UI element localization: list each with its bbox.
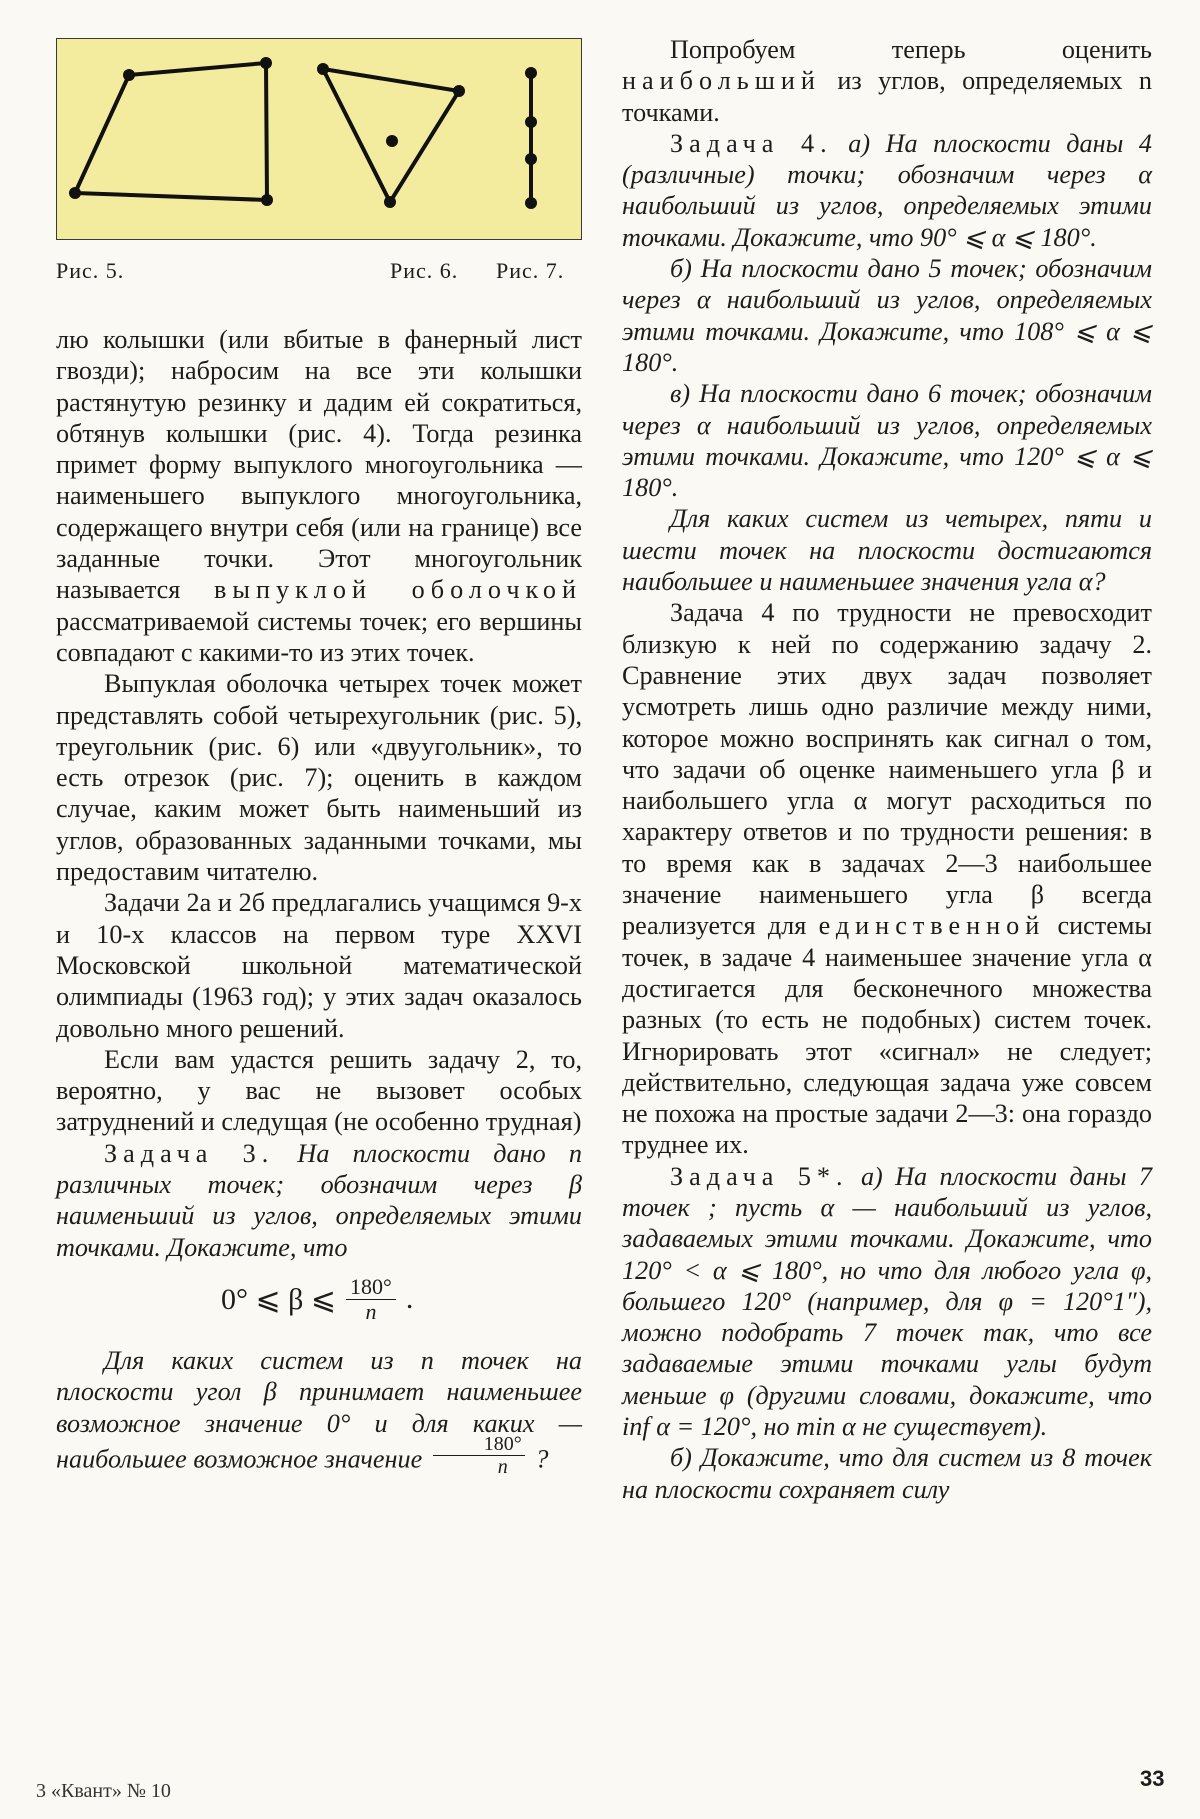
- figure-5-points: [69, 57, 273, 206]
- task-label: Задача 3.: [104, 1138, 275, 1168]
- task-label: Задача 4.: [670, 128, 833, 158]
- figures-panel: [56, 38, 582, 240]
- caption-fig-6: Рис. 6.: [390, 258, 459, 283]
- footer-signature: 3 «Квант» № 10: [36, 1780, 171, 1802]
- figure-7-segment: [525, 67, 537, 209]
- page-number: 33: [1140, 1766, 1165, 1791]
- task-4b: б) На плоскости дано 5 точек; обозначим через α наибольший из углов, определяемых этими точками. Докажите, что 108° ⩽ α ⩽ 180°.: [622, 254, 1152, 377]
- task-3: Задача 3. На плоскости дано n различных точек; обозначим через β наименьший из углов, определяемых этими точками. Докажите, что: [56, 1138, 582, 1262]
- paragraph: Задачи 2а и 2б предлагались учащимся 9-х и 10-х классов на первом туре XXVI Московской школьной математической олимпиады (1963 год); у этих задач оказалось довольно много решений.: [56, 888, 582, 1043]
- paragraph: Задача 4 по трудности не превосходит близкую к ней по содержанию задачу 2. Сравнение этих двух задач позволяет усмотреть лишь одно различие между ними, которое можно воспринять как сигнал о том, что задачи об оценке наименьшего угла β и наибольшего угла α могут расходиться по характеру ответов и по трудности решения: в то время как в задачах 2—3 наибольшее значение наименьшего угла β всегда реализуется для единственной системы точек, в задаче 4 наименьшее значение угла α достигается для бесконечного множества разных (то есть не подобных) систем точек. Игнорировать этот «сигнал» не следует; действительно, следующая задача уже совсем не похожа на простые задачи 2—3: она гораздо труднее их.: [622, 598, 1153, 1160]
- figure-captions: [56, 258, 582, 288]
- paragraph: Выпуклая оболочка четырех точек может представлять собой четырехугольник (рис. 5), треугольник (рис. 6) или «двуугольник», то есть отрезок (рис. 7); оценить в каждом случае, каким может быть наименьший из углов, образованных заданными точками, мы предоставим читателю.: [56, 669, 582, 887]
- task-4c: в) На плоскости дано 6 точек; обозначим через α наибольший из углов, определяемых этими точками. Докажите, что 120° ⩽ α ⩽ 180°.: [622, 379, 1152, 503]
- paragraph: Если вам удастся решить задачу 2, то, вероятно, у вас не вызовет особых затруднений и следущая (не особенно трудная): [56, 1044, 582, 1137]
- task-5b: б) Докажите, что для систем из 8 точек на плоскости сохраняет силу: [622, 1443, 1152, 1504]
- task-4a: Задача 4. а) На плоскости даны 4 (различные) точки; обозначим через α наибольший из углов, определяемых этими точками. Докажите, что 90° ⩽ α ⩽ 180°.: [622, 128, 1152, 252]
- task-5a: Задача 5*. а) На плоскости даны 7 точек ; пусть α — наибольший из углов, задаваемых этими точками. Докажите, что 120° < α ⩽ 180°, но что для любого угла φ, большего 120° (например, для φ = 120°1″), можно подобрать 7 точек так, что все задаваемые этими точками углы будут меньше φ (другими словами, докажите, что inf α = 120°, но min α не существует).: [622, 1161, 1152, 1442]
- formula: 0° ⩽ β ⩽ $\frac{180^\circ}{n}$ .: [221, 1273, 414, 1324]
- caption-fig-5: Рис. 5.: [56, 258, 125, 283]
- figure-6-points: [317, 63, 465, 208]
- paragraph: Попробуем теперь оценить наибольший из углов, определяемых n точками.: [622, 35, 1152, 127]
- task-label: Задача 5*.: [670, 1161, 849, 1191]
- paragraph: лю колышки (или вбитые в фанерный лист гвозди); набросим на все эти колышки растянутую резинку и дадим ей сократиться, обтянув колышки (рис. 4). Тогда резинка примет форму выпуклого многоугольника — наименьшего выпуклого многоугольника, содержащего внутри себя (или на границе) все заданные точки. Этот многоугольник называется выпуклой оболочкой рассматриваемой системы точек; его вершины совпадают с какими-то из этих точек.: [56, 325, 582, 667]
- caption-fig-7: Рис. 7.: [496, 258, 565, 283]
- right-text: [622, 34, 1152, 1505]
- figures-illustration: [57, 39, 583, 241]
- left-text: [56, 324, 582, 1484]
- task-4-question: Для каких систем из четырех, пяти и шести точек на плоскости достигаются наибольшее и наименьшее значения угла α?: [622, 504, 1152, 597]
- figure-5-quadrilateral: [75, 63, 267, 200]
- task-3-question: Для каких систем из n точек на плоскости угол β принимает наименьшее возможное значение 0° и для каких — наибольшее возможное значение $\frac{180^\circ}{n}$ ?: [56, 1345, 582, 1478]
